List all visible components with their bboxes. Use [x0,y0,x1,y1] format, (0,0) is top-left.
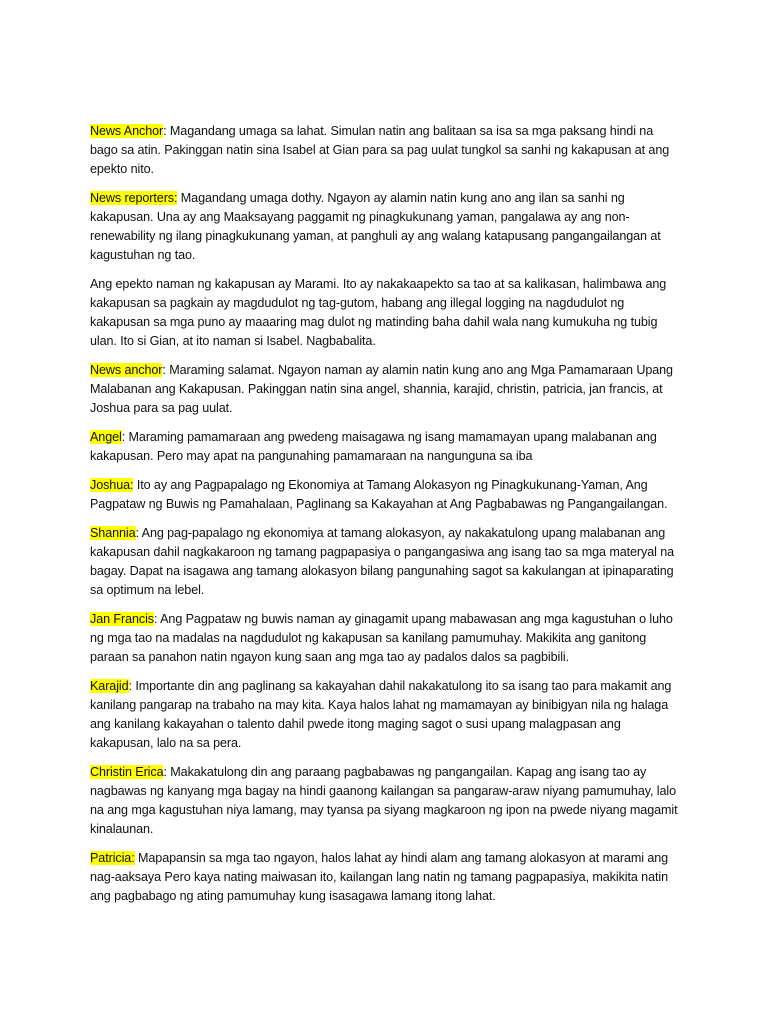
paragraph-text: Maraming salamat. Ngayon naman ay alamin natin kung ano ang Mga Pamamaraan Upang Malabanan ang Kakapusan. Pakinggan natin sina angel, shannia, karajid, christin, patricia, jan francis, at Joshua para sa pag uulat. [90,363,673,415]
paragraph-text: Mapapansin sa mga tao ngayon, halos lahat ay hindi alam ang tamang alokasyon at marami ang nag-aaksaya Pero kaya nating maiwasan ito, kailangan lang natin ng tamang pagpapasiya, makikita natin ang pagbabago ng ating pamumuhay kung isasagawa lamang itong lahat. [90,851,669,903]
speaker-label: Angel [90,430,122,444]
speaker-label: Shannia [90,526,136,540]
speaker-separator: : [128,679,132,693]
paragraph-joshua [90,476,684,514]
paragraph-text: Maraming pamamaraan ang pwedeng maisagawa ng isang mamamayan upang malabanan ang kakapusan. Pero may apat na pangunahing pamamaraan na nangunguna sa iba [90,430,657,463]
speaker-label: News anchor [90,363,163,377]
paragraph-christin-erica [90,763,684,839]
paragraph-news-anchor-1 [90,122,684,179]
speaker-separator: : [163,124,167,138]
paragraph-jan-francis [90,610,684,667]
speaker-separator: : [121,430,126,444]
speaker-separator: : [163,765,167,779]
paragraph-news-anchor-2 [90,361,684,418]
speaker-label: Patricia: [90,851,135,865]
paragraph-angel [90,428,684,466]
paragraph-shannia [90,524,684,600]
speaker-label: News Anchor [90,124,164,138]
paragraph-text: Magandang umaga dothy. Ngayon ay alamin natin kung ano ang ilan sa sanhi ng kakapusan. Una ay ang Maaksayang paggamit ng pinagkukunang yaman, pangalawa ay ang non-renewability ng ilang pinagkukunang yaman, at panghuli ay ang walang katapusang pangangailangan at kagustuhan ng tao. [90,191,661,262]
speaker-label: Joshua: [90,478,134,492]
document-page [90,122,684,916]
paragraph-text: Ang Pagpataw ng buwis naman ay ginagamit upang mabawasan ang mga kagustuhan o luho ng mga tao na madalas na nagdudulot ng kakapusan sa kanilang pamumuhay. Makikita ang ganitong paraan sa panahon natin ngayon kung saan ang mga tao ay padalos dalos sa pagbibili. [90,612,673,664]
speaker-label: Karajid [90,679,129,693]
paragraph-text: Ang epekto naman ng kakapusan ay Marami. Ito ay nakakaapekto sa tao at sa kalikasan, halimbawa ang kakapusan sa pagkain ay magdudulot ng tag-gutom, habang ang illegal logging na nagdudulot ng kakapusan sa mga puno ay maaaring mag dulot ng matinding baha dahil wala nang kumukuha ng tubig ulan. Ito si Gian, at ito naman si Isabel. Nagbabalita. [90,277,667,348]
speaker-separator: : [135,526,139,540]
paragraph-news-reporters [90,189,684,265]
paragraph-karajid [90,677,684,753]
paragraph-text: Ang pag-papalago ng ekonomiya at tamang alokasyon, ay nakakatulong upang malabanan ang kakapusan dahil nagkakaroon ng tamang pagpapasiya o pangangasiwa ang isang tao sa mga materyal na bagay. Dapat na isagawa ang tamang alokasyon bilang pangunahing sagot sa kakulangan at ipinaparating sa optimum na lebel. [90,526,675,597]
paragraph-text: Importante din ang paglinang sa kakayahan dahil nakakatulong ito sa isang tao para makamit ang kanilang pangarap na trabaho na may kita. Kaya halos lahat ng mamamayan ay binibigyan nila ng halaga ang kanilang kakayahan o talento dahil pwede itong maging sagot o susi upang malagpasan ang kakapusan, lalo na sa pera. [90,679,672,750]
paragraph-text: Magandang umaga sa lahat. Simulan natin ang balitaan sa isa sa mga paksang hindi na bago sa atin. Pakinggan natin sina Isabel at Gian para sa pag uulat tungkol sa sanhi ng kakapusan at ang epekto nito. [90,124,670,176]
speaker-label: Jan Francis [90,612,154,626]
paragraph-text: Ito ay ang Pagpapalago ng Ekonomiya at Tamang Alokasyon ng Pinagkukunang-Yaman, Ang Pagpataw ng Buwis ng Pamahalaan, Paglinang sa Kakayahan at Ang Pagbabawas ng Pangangailangan. [90,478,668,511]
speaker-separator: : [162,363,166,377]
speaker-label: Christin Erica [90,765,164,779]
speaker-separator: : [154,612,158,626]
paragraph-epekto [90,275,684,351]
paragraph-text: Makakatulong din ang paraang pagbabawas ng pangangailan. Kapag ang isang tao ay nagbawas ng kanyang mga bagay na hindi gaanong kailangan sa pangaraw-araw niyang pamumuhay, lalo na ang mga kagustuhan niya lamang, may tyansa pa siyang magkaroon ng ipon na pwede niyang magamit kinalaunan. [90,765,678,836]
speaker-label: News reporters: [90,191,178,205]
paragraph-patricia [90,849,684,906]
